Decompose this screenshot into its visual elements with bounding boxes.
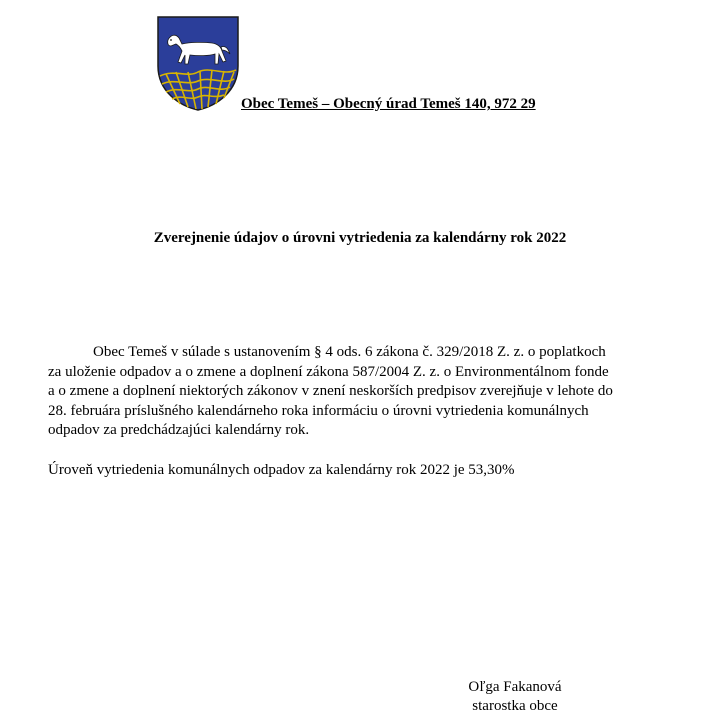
municipal-coat-of-arms-icon — [154, 14, 242, 112]
signatory-role: starostka obce — [472, 698, 558, 714]
document-title: Zverejnenie údajov o úrovni vytriedenia za kalendárny rok 2022 — [153, 230, 567, 246]
signatory-name: Oľga Fakanová — [468, 679, 562, 695]
sorting-rate-statement: Úroveň vytriedenia komunálnych odpadov za kalendárny rok 2022 je 53,30% — [48, 462, 515, 478]
body-line: Obec Temeš v súlade s ustanovením § 4 ods. 6 zákona č. 329/2018 Z. z. o poplatkoch — [93, 344, 606, 360]
body-line: za uloženie odpadov a o zmene a doplnení zákona 587/2004 Z. z. o Environmentálnom fonde — [48, 363, 609, 380]
body-line: 28. februára príslušného kalendárneho roka informáciu o úrovni vytriedenia komunálnych — [48, 402, 589, 419]
body-paragraph — [48, 343, 688, 441]
body-line: a o zmene a doplnení niektorých zákonov v znení neskorších predpisov zverejňuje v lehote do — [48, 383, 613, 399]
office-header: Obec Temeš – Obecný úrad Temeš 140, 972 29 — [241, 96, 536, 112]
signature-block — [420, 678, 610, 716]
body-line: odpadov za predchádzajúci kalendárny rok. — [48, 422, 310, 438]
